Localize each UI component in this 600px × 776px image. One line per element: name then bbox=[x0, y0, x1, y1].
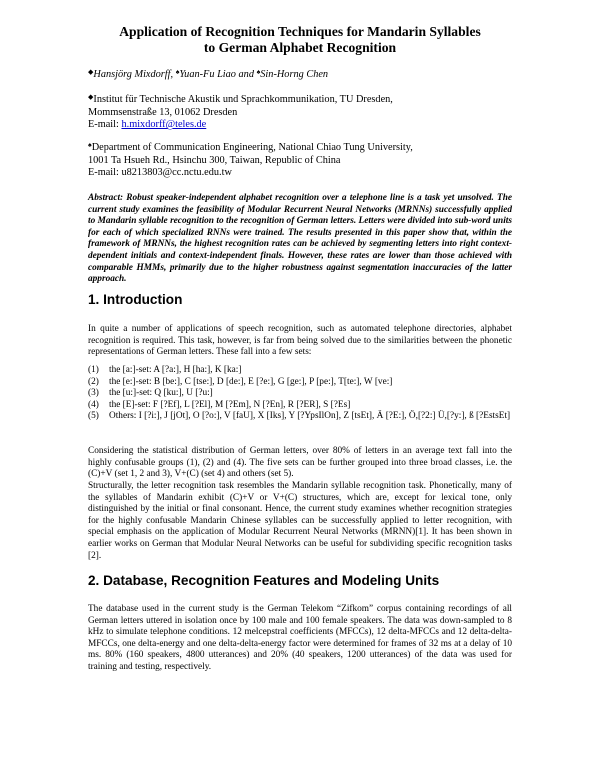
list-item: (4) the [E]-set: F [?Ef], L [?El], M [?Em], N [?En], R [?ER], S [?Es] bbox=[88, 399, 351, 410]
list-item: (2) the [e:]-set: B [be:], C [tse:], D [de:], E [?e:], G [ge:], P [pe:], T[te:], W [ve:] bbox=[88, 376, 393, 387]
section-2-heading: 2. Database, Recognition Features and Modeling Units bbox=[88, 573, 440, 588]
section-1-heading: 1. Introduction bbox=[88, 292, 183, 307]
intro-paragraph-3: Structurally, the letter recognition task resembles the Mandarin syllable recognition task. Phonetically, many of the syllables of Mandarin exhibit (C)+V or V+(C) structures, which are, except for lexical tone, only distinguished by the initial or final consonant. Hence, the current study examines whether recognition strategies for the highly confusable Mandarin Chinese syllables can be successfully applied to letter recognition, with special emphasis on the application of Modular Recurrent Neural Networks (MRNN)[1]. It has been shown in earlier works on German that Modular Neural Networks can be useful for subdividing specific recognition tasks [2]. bbox=[88, 481, 512, 561]
author-3: Sin-Horng Chen bbox=[260, 69, 329, 80]
affiliation-2-line-1: Department of Communication Engineering, National Chiao Tung University, bbox=[91, 142, 413, 153]
affiliation-1-line-1: Institut für Technische Akustik und Sprachkommunikation, TU Dresden, bbox=[93, 94, 393, 105]
spade-mark-icon: ♠ bbox=[175, 68, 180, 76]
affiliation-2-line-2: 1001 Ta Hsueh Rd., Hsinchu 300, Taiwan, Republic of China bbox=[88, 154, 341, 166]
email-label: E-mail: bbox=[88, 119, 119, 131]
intro-paragraph-2: Considering the statistical distribution of German letters, over 80% of letters in an average text fall into the highly confusable groups (1), (2) and (4). The five sets can be further grouped into three broad classes, i.e. the (C)+V (set 1, 2 and 3), V+(C) (set 4) and others (set 5). bbox=[88, 446, 512, 480]
email-address: u8213803@cc.nctu.edu.tw bbox=[121, 167, 232, 179]
title-line-2: to German Alphabet Recognition bbox=[203, 40, 397, 55]
letter-set-list bbox=[88, 365, 512, 423]
list-item: (1) the [a:]-set: A [?a:], H [ha:], K [ka:] bbox=[88, 365, 242, 375]
list-item: (5) Others: I [?i:], J [jOt], O [?o:], V [faU], X [Iks], Y [?YpsIlOn], Z [tsEt], Ä [?E:], Ö,[?2:] Ü,[?y:], ß [?EstsEt] bbox=[88, 411, 511, 422]
email-label: E-mail: bbox=[88, 167, 119, 179]
abstract: Abstract: Robust speaker-independent alphabet recognition over a telephone line is a task yet unsolved. The current study examines the feasibility of Modular Recurrent Neural Networks (MRNNs) successfully applied to Mandarin syllable recognition to the recognition of German letters. Letters were divided into sub-word units for each of which specialized RNNs were trained. The results presented in this paper show that, within the framework of MRNNs, the highest recognition rates can be achieved by segmenting letters into right context-dependent initials and context-independent finals. However, these rates are lower than those achieved with comparable HMMs, primarily due to the higher robustness against segmentation inaccuracies of the latter approach. bbox=[88, 193, 512, 285]
author-2: Yuan-Fu Liao and bbox=[179, 69, 254, 80]
title-line-1: Application of Recognition Techniques for Mandarin Syllables bbox=[119, 24, 481, 39]
author-list bbox=[88, 68, 328, 80]
paper-title bbox=[60, 24, 540, 56]
spade-mark-icon: ♠ bbox=[256, 68, 261, 76]
author-1: Hansjörg Mixdorff, bbox=[93, 69, 174, 80]
intro-paragraph-1: In quite a number of applications of speech recognition, such as automated telephone directories, alphabet recognition is required. This task, however, is far from being solved due to the similarities between the phonetic representations of German letters. These fall into a few sets: bbox=[88, 324, 512, 358]
list-item: (3) the [u:]-set: Q [ku:], U [?u:] bbox=[88, 388, 213, 399]
diamond-mark-icon: ◆ bbox=[88, 68, 94, 76]
diamond-mark-icon: ◆ bbox=[88, 93, 94, 101]
affiliation-1 bbox=[88, 91, 393, 132]
email-link[interactable]: h.mixdorff@teles.de bbox=[121, 119, 207, 131]
affiliation-1-line-2: Mommsenstraße 13, 01062 Dresden bbox=[88, 106, 238, 118]
spade-mark-icon: ♠ bbox=[88, 141, 92, 149]
database-paragraph-1: The database used in the current study is the German Telekom “Zifkom” corpus containing recordings of all German letters uttered in isolation once by 100 male and 100 female speakers. The data was down-sampled to 8 kHz to simulate telephone conditions. 12 melcepstral coefficients (MFCCs), 12 delta-MFCCs and 12 delta-delta-MFCCs, one delta-energy and one delta-delta-energy factor were determined for frames of 32 ms at a delay of 10 ms. 80% (160 speakers, 4800 utterances) and 20% (40 speakers, 1200 utterances) of the data was used for training and testing, respectively. bbox=[88, 604, 512, 672]
affiliation-2 bbox=[88, 139, 413, 180]
